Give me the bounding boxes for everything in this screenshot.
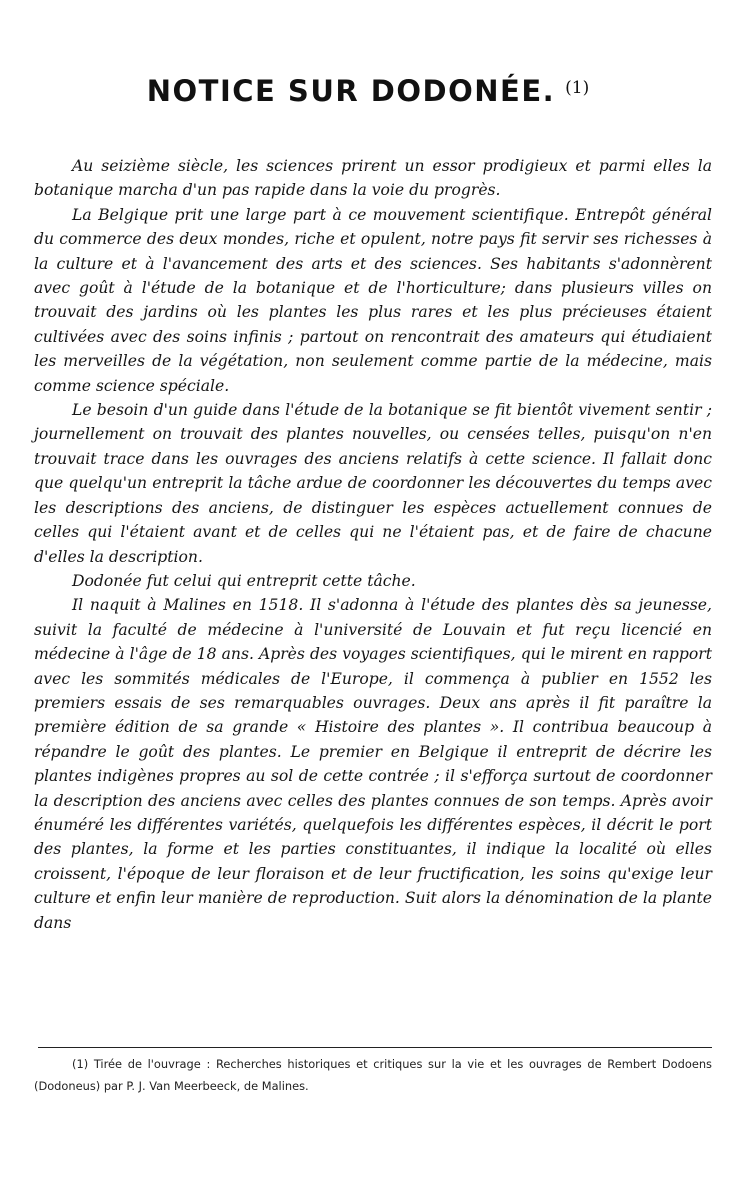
paragraph-5: Il naquit à Malines en 1518. Il s'adonna à l'étude des plantes dès sa jeunesse, suivit la faculté de médecine à l'université de Louvain et fut reçu licencié en médecine à l'âge de 18 ans. Après des voyages scientifiques, qui le mirent en rapport avec les sommités médicales de l'Europe, il commença à publier en 1552 les premiers essais de ses remarquables ouvrages. Deux ans après il fit paraître la première édition de sa grande « Histoire des plantes ». Il contribua beaucoup à répandre le goût des plantes. Le premier en Belgique il entreprit de décrire les plantes indigènes propres au sol de cette contrée ; il s'efforça surtout de coordonner la description des anciens avec celles des plantes connues de son temps. Après avoir énuméré les différentes variétés, quelquefois les différentes espèces, il décrit le port des plantes, la forme et les parties constituantes, il indique la localité où elles croissent, l'époque de leur floraison et de leur fructification, les soins qu'exige leur culture et enfin leur manière de reproduction. Suit alors la dénomination de la plante dans bbox=[34, 596, 712, 932]
paragraph-2: La Belgique prit une large part à ce mouvement scientifique. Entrepôt général du commerce des deux mondes, riche et opulent, notre pays fit servir ses richesses à la culture et à l'avancement des arts et des sciences. Ses habitants s'adonnèrent avec goût à l'étude de la botanique et de l'horticulture; dans plusieurs villes on trouvait des jardins où les plantes les plus rares et les plus précieuses étaient cultivées avec des soins infinis ; partout on rencontrait des amateurs qui étudiaient les merveilles de la végétation, non seulement comme partie de la médecine, mais comme science spéciale. bbox=[34, 205, 712, 395]
paragraph-4: Dodonée fut celui qui entreprit cette tâche. bbox=[72, 571, 416, 590]
footnote-divider bbox=[38, 1047, 712, 1048]
paragraph-3: Le besoin d'un guide dans l'étude de la botanique se fit bientôt vivement sentir ; journellement on trouvait des plantes nouvelles, ou censées telles, puisqu'on n'en trouvait trace dans les ouvrages des anciens relatifs à cette science. Il fallait donc que quelqu'un entreprit la tâche ardue de coordonner les découvertes du temps avec les descriptions des anciens, de distinguer les espèces actuellement connues de celles qui l'étaient avant et de celles qui ne l'étaient pas, et de faire de chacune d'elles la description. bbox=[34, 401, 712, 566]
footnote-marker: (1) bbox=[565, 78, 590, 98]
title-block bbox=[0, 74, 736, 108]
body-text bbox=[34, 154, 712, 935]
page-title: NOTICE SUR DODONÉE. bbox=[146, 74, 556, 108]
paragraph-1: Au seizième siècle, les sciences prirent un essor prodigieux et parmi elles la botanique marcha d'un pas rapide dans la voie du progrès. bbox=[34, 157, 712, 200]
footnote: (1) Tirée de l'ouvrage : Recherches historiques et critiques sur la vie et les ouvrages de Rembert Dodoens (Dodoneus) par P. J. Van Meerbeeck, de Malines. bbox=[34, 1057, 712, 1093]
